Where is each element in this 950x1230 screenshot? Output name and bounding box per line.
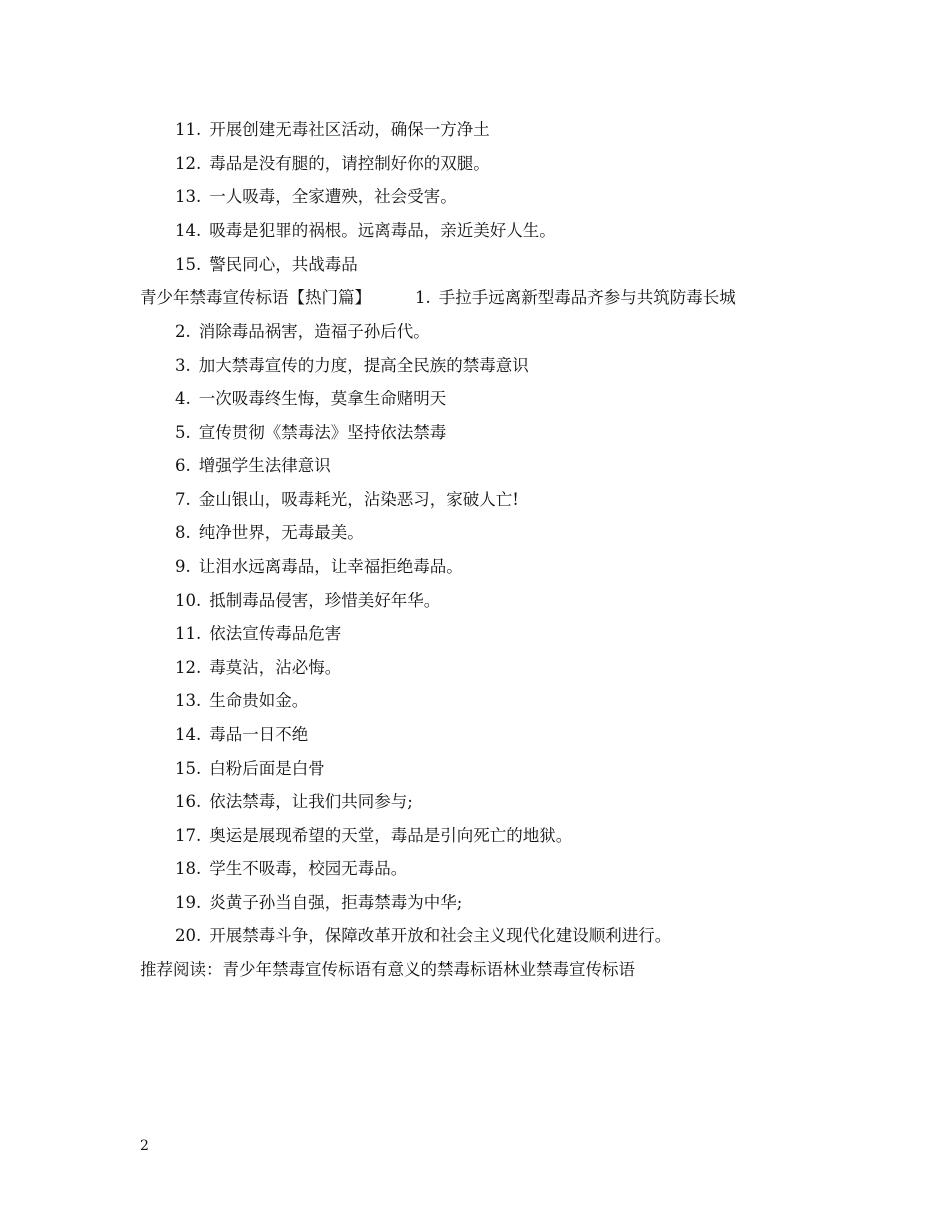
item-number: 16. bbox=[175, 792, 202, 811]
item-text: 纯净世界，无毒最美。 bbox=[198, 523, 364, 542]
list-item bbox=[175, 220, 556, 242]
item-text: 消除毒品祸害，造福子孙后代。 bbox=[198, 322, 430, 341]
list-item bbox=[175, 388, 446, 410]
list-item bbox=[175, 321, 430, 343]
section-heading-line bbox=[140, 287, 736, 309]
list-item bbox=[175, 153, 490, 175]
item-text: 金山银山，吸毒耗光，沾染恶习，家破人亡! bbox=[198, 490, 519, 509]
item-text: 一次吸毒终生悔，莫拿生命赌明天 bbox=[198, 389, 447, 408]
list-item bbox=[175, 556, 463, 578]
item-text: 生命贵如金。 bbox=[209, 691, 309, 710]
item-number: 8. bbox=[175, 523, 191, 542]
item-text: 毒品是没有腿的，请控制好你的双腿。 bbox=[209, 154, 490, 173]
item-number: 14. bbox=[175, 221, 202, 240]
item-text: 依法禁毒，让我们共同参与; bbox=[209, 792, 413, 811]
item-number: 5. bbox=[175, 423, 191, 442]
item-text: 一人吸毒，全家遭殃，社会受害。 bbox=[209, 187, 457, 206]
list-item bbox=[175, 355, 529, 377]
item-number: 15. bbox=[175, 759, 202, 778]
list-item bbox=[175, 489, 519, 511]
list-item bbox=[175, 724, 308, 746]
item-text: 增强学生法律意识 bbox=[198, 456, 331, 475]
item-number: 4. bbox=[175, 389, 191, 408]
item-number: 11. bbox=[175, 120, 202, 139]
list-item bbox=[175, 758, 325, 780]
item-number: 19. bbox=[175, 893, 202, 912]
item-text: 加大禁毒宣传的力度，提高全民族的禁毒意识 bbox=[198, 356, 529, 375]
page-number: 2 bbox=[140, 1138, 149, 1154]
list-item bbox=[175, 254, 358, 276]
list-item bbox=[175, 892, 462, 914]
list-item bbox=[175, 623, 341, 645]
item-number: 12. bbox=[175, 154, 202, 173]
item-number: 1. bbox=[415, 288, 431, 307]
item-text: 依法宣传毒品危害 bbox=[209, 624, 342, 643]
list-item bbox=[175, 657, 341, 679]
item-number: 11. bbox=[175, 624, 202, 643]
item-number: 17. bbox=[175, 826, 202, 845]
item-number: 15. bbox=[175, 255, 202, 274]
item-number: 2. bbox=[175, 322, 191, 341]
item-number: 13. bbox=[175, 187, 202, 206]
item-text: 开展创建无毒社区活动，确保一方净土 bbox=[209, 120, 490, 139]
item-number: 13. bbox=[175, 691, 202, 710]
item-number: 10. bbox=[175, 591, 202, 610]
item-text: 抵制毒品侵害，珍惜美好年华。 bbox=[209, 591, 441, 610]
item-text: 警民同心，共战毒品 bbox=[209, 255, 358, 274]
list-item bbox=[175, 925, 671, 947]
list-item bbox=[175, 455, 331, 477]
list-item bbox=[175, 590, 440, 612]
item-number: 3. bbox=[175, 356, 191, 375]
list-item bbox=[175, 858, 407, 880]
item-text: 开展禁毒斗争，保障改革开放和社会主义现代化建设顺利进行。 bbox=[209, 926, 672, 945]
list-item bbox=[175, 186, 457, 208]
item-number: 12. bbox=[175, 658, 202, 677]
item-number: 20. bbox=[175, 926, 202, 945]
item-number: 6. bbox=[175, 456, 191, 475]
item-text: 让泪水远离毒品，让幸福拒绝毒品。 bbox=[198, 557, 463, 576]
list-item bbox=[175, 791, 413, 813]
recommended-reading: 推荐阅读：青少年禁毒宣传标语有意义的禁毒标语林业禁毒宣传标语 bbox=[140, 960, 635, 979]
list-item bbox=[175, 825, 572, 847]
list-item bbox=[175, 522, 364, 544]
list-item bbox=[175, 422, 446, 444]
item-text: 白粉后面是白骨 bbox=[209, 759, 325, 778]
section-heading: 青少年禁毒宣传标语【热门篇】 bbox=[140, 288, 371, 307]
item-number: 7. bbox=[175, 490, 191, 509]
item-text: 学生不吸毒，校园无毒品。 bbox=[209, 859, 408, 878]
list-item bbox=[175, 119, 490, 141]
item-text: 炎黄子孙当自强，拒毒禁毒为中华; bbox=[209, 893, 463, 912]
item-text: 奥运是展现希望的天堂，毒品是引向死亡的地狱。 bbox=[209, 826, 573, 845]
item-text: 手拉手远离新型毒品齐参与共筑防毒长城 bbox=[438, 288, 736, 307]
item-number: 18. bbox=[175, 859, 202, 878]
item-text: 吸毒是犯罪的祸根。远离毒品，亲近美好人生。 bbox=[209, 221, 556, 240]
item-number: 9. bbox=[175, 557, 191, 576]
item-text: 毒莫沾，沾必悔。 bbox=[209, 658, 342, 677]
item-text: 宣传贯彻《禁毒法》坚持依法禁毒 bbox=[198, 423, 447, 442]
list-item bbox=[175, 690, 308, 712]
item-number: 14. bbox=[175, 725, 202, 744]
item-text: 毒品一日不绝 bbox=[209, 725, 309, 744]
